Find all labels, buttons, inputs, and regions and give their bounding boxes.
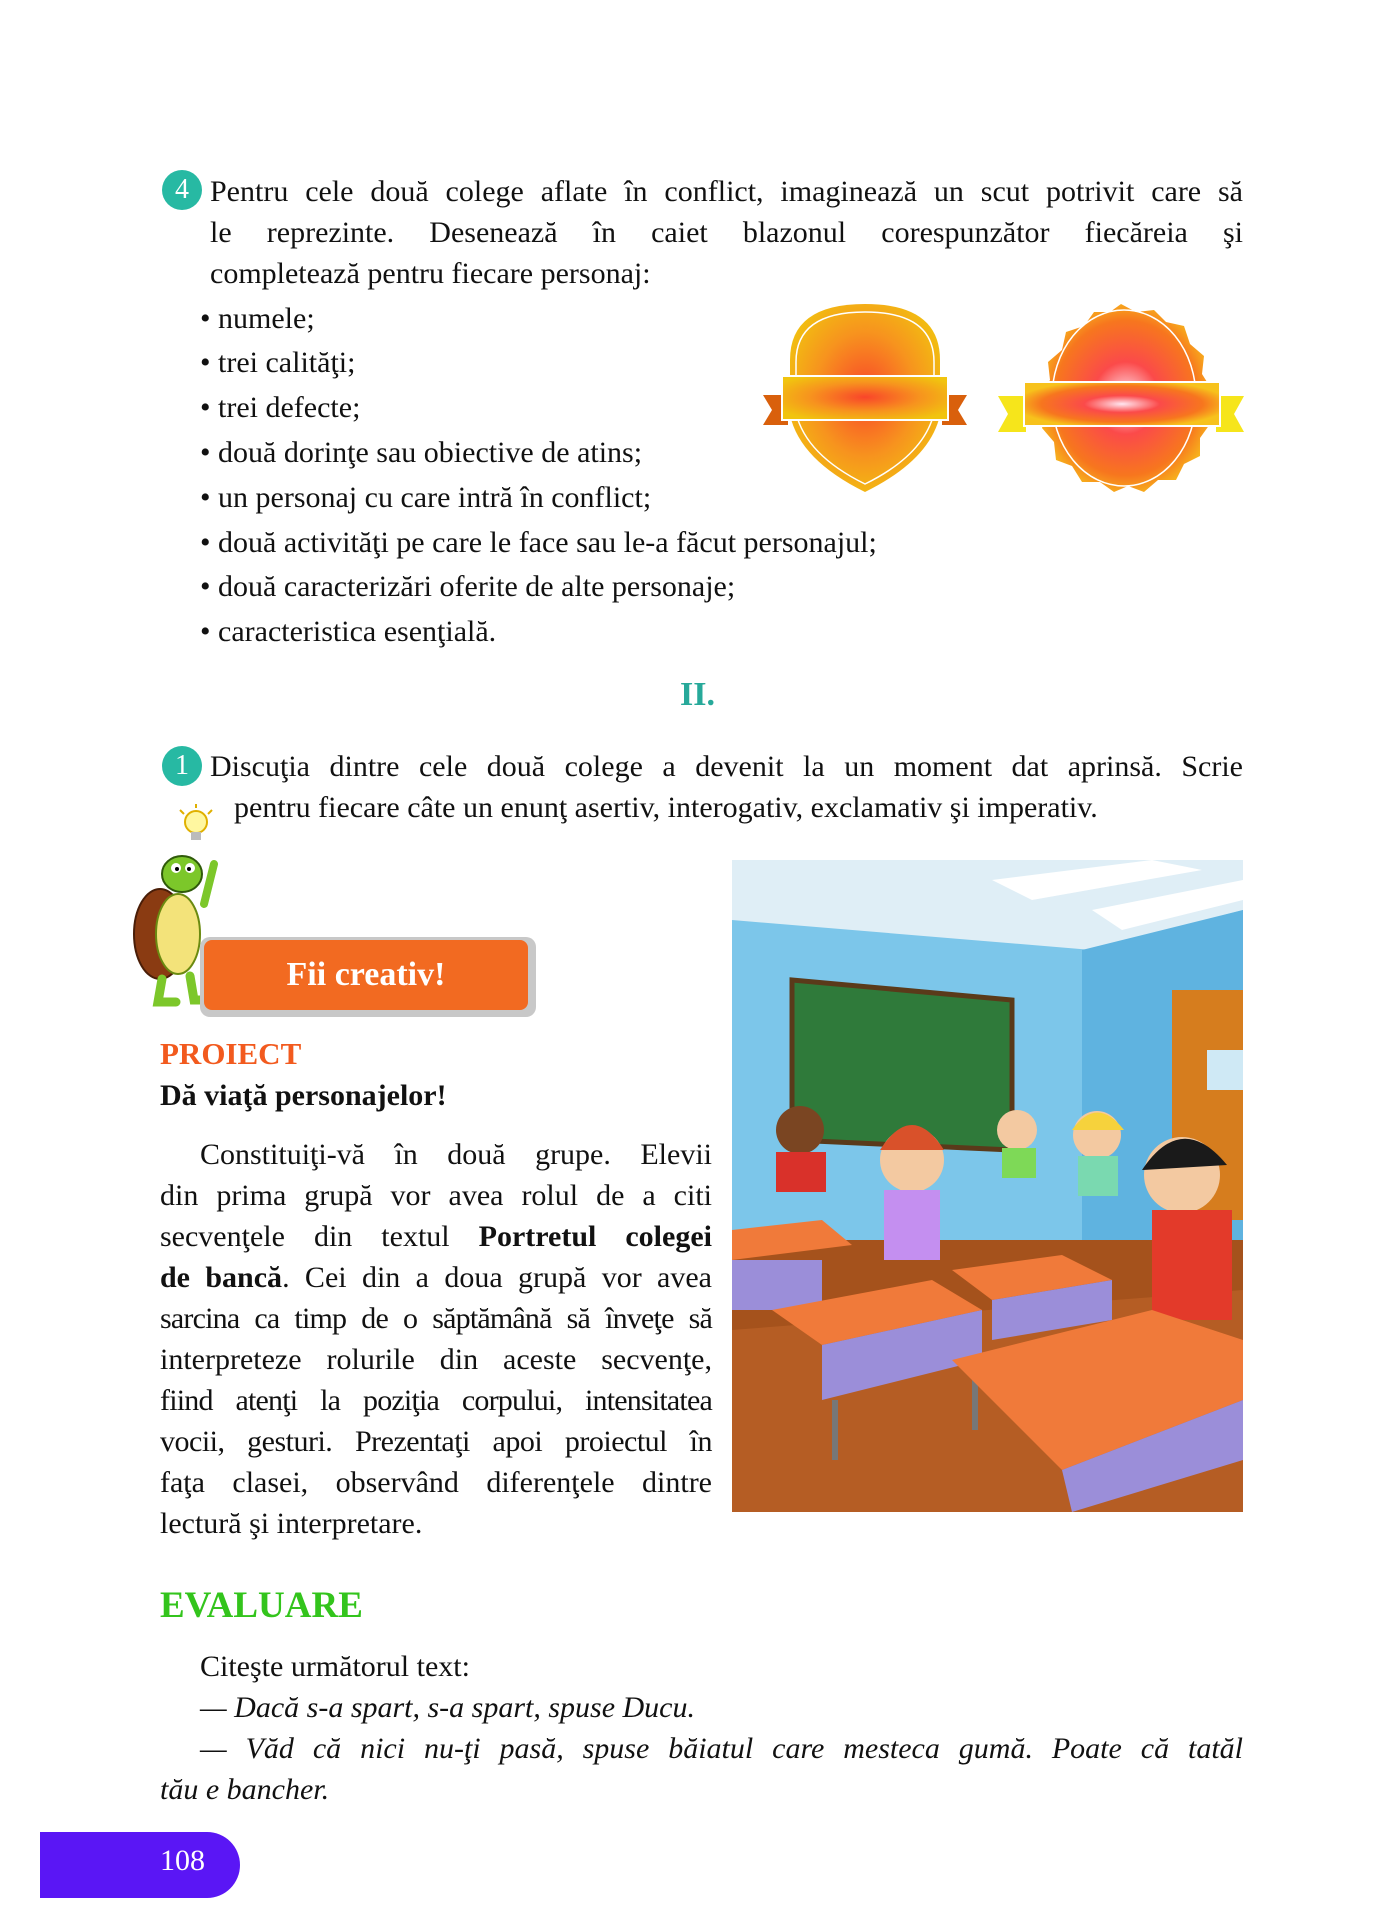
project-text-line: fiind atenţi la poziţia corpului, intensitatea [160,1384,712,1417]
task4-line: completează pentru fiecare personaj: [210,257,651,290]
evaluation-intro: Citeşte următorul text: [200,1650,470,1683]
project-text-line [160,1134,712,1175]
project-text-line: sarcina ca timp de o săptămână să înveţe să [160,1302,712,1335]
project-text-line [160,1257,712,1298]
evaluation-heading: EVALUARE [160,1585,363,1626]
task-number-badge: 4 [162,170,202,210]
bullet-item: • numele; [200,298,315,339]
project-text-bold: Portretul colegei [478,1220,712,1253]
bullet-item: • două dorinţe sau obiective de atins; [200,432,642,473]
project-text-line [160,1216,712,1257]
task4-line: Pentru cele două colege aflate în conflict, imaginează un scut potrivit care să [210,175,1243,208]
sun-badge-emblem-illustration [996,300,1246,495]
bullet-item: • două activităţi pe care le face sau le-a făcut personajul; [200,522,877,563]
bullet-item: • caracteristica esenţială. [200,611,496,652]
shield-emblem-illustration [760,300,970,495]
page-number-tab [40,1832,240,1898]
project-title: Dă viaţă personajelor! [160,1079,447,1112]
task1-line: Discuţia dintre cele două colege a devenit la un moment dat aprinsă. Scrie [210,750,1243,783]
bullet-item: • trei defecte; [200,387,360,428]
project-text-bold: de bancă [160,1261,283,1294]
task4-line: le reprezinte. Desenează în caiet blazonul corespunzător fiecăreia şi [210,216,1243,249]
task1-line: pentru fiecare câte un enunţ asertiv, interogativ, exclamativ şi imperativ. [234,791,1098,824]
evaluation-quote: — Dacă s-a spart, s-a spart, spuse Ducu. [200,1691,695,1724]
evaluation-quote: — Văd că nici nu-ţi pasă, spuse băiatul care mesteca gumă. Poate că tatăl [200,1732,1243,1765]
project-text-line: faţa clasei, observând diferenţele dintre [160,1466,712,1499]
bullet-item: • trei calităţi; [200,342,355,383]
project-text-line: vocii, gesturi. Prezentaţi apoi proiectul în [160,1425,712,1458]
bullet-item: • două caracterizări oferite de alte personaje; [200,566,735,607]
evaluation-quote: tău e bancher. [160,1773,330,1806]
page-number: 108 [160,1844,205,1877]
bullet-item: • un personaj cu care intră în conflict; [200,477,651,518]
fii-creativ-banner-label: Fii creativ! [204,940,528,1010]
task-number-badge: 1 [162,746,202,786]
classroom-illustration [732,860,1243,1512]
project-text-line: din prima grupă vor avea rolul de a citi [160,1179,712,1212]
section-heading: II. [680,676,715,713]
project-text: . Cei din a doua grupă vor avea [282,1261,713,1294]
project-text-line: lectură şi interpretare. [160,1507,423,1540]
project-text-line: interpreteze rolurile din aceste secvenţe, [160,1343,712,1376]
project-label: PROIECT [160,1036,302,1071]
project-text: secvenţele din textul [160,1220,450,1253]
project-text: Constituiţi-vă în două grupe. Elevii [200,1138,712,1171]
